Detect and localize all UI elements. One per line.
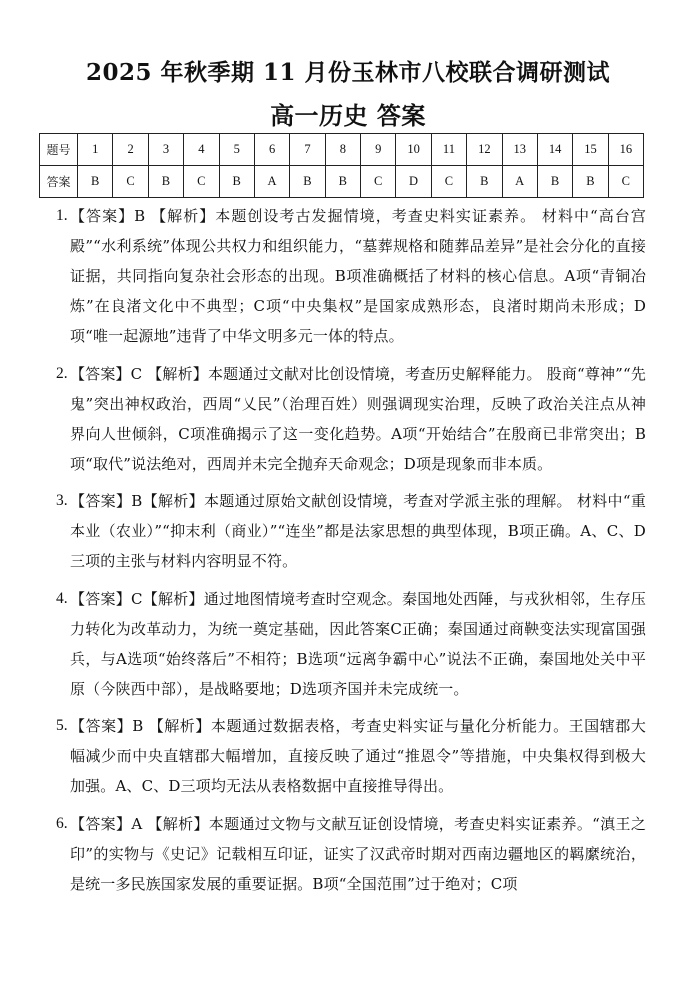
answer-cell: B <box>148 166 183 198</box>
explanation-item-1 <box>56 201 646 351</box>
item-text: 【答案】C【解析】通过地图情境考查时空观念。秦国地处西陲，与戎狄相邻，生存压力转化为改革动力，为统一奠定基础，因此答案C正确；秦国通过商鞅变法实现富国强兵，与A选项“始终落后”不相符；B选项“远离争霸中心”说法不正确，秦国地处关中平原（今陕西中部），是战略要地；D选项齐国并未完成统一。 <box>70 589 646 698</box>
answer-table <box>39 133 644 198</box>
row-label-question-number: 题号 <box>40 134 78 166</box>
item-text: 【答案】B 【解析】本题创设考古发掘情境，考查史料实证素养。 材料中“高台宫殿”“水利系统”体现公共权力和组织能力，“墓葬规格和随葬品差异”是社会分化的直接证据，共同指向复杂社会形态的出现。B项准确概括了材料的核心信息。A项“青铜冶炼”在良渚文化中不典型；C项“中央集权”是国家成熟形态，良渚时期尚未形成；D项“唯一起源地”违背了中华文明多元一体的特点。 <box>70 207 646 345</box>
question-number-cell: 16 <box>608 134 643 166</box>
question-number-cell: 11 <box>431 134 466 166</box>
question-number-row <box>40 134 644 166</box>
answer-cell: D <box>396 166 431 198</box>
question-number-cell: 13 <box>502 134 537 166</box>
question-number-cell: 5 <box>219 134 254 166</box>
item-text: 【答案】C 【解析】本题通过文献对比创设情境，考查历史解释能力。 股商“尊神”“先鬼”突出神权政治，西周“乂民”（治理百姓）则强调现实治理，反映了政治关注点从神界向人世倾斜，C项准确揭示了这一变化趋势。A项“开始结合”在殷商已非常突出；B项“取代”说法绝对，西周并未完全抛弃天命观念；D项是现象而非本质。 <box>70 364 646 473</box>
explanation-item-3 <box>56 486 646 576</box>
answer-cell: C <box>113 166 148 198</box>
question-number-cell: 12 <box>467 134 502 166</box>
explanation-item-4 <box>56 584 646 704</box>
question-number-cell: 15 <box>573 134 608 166</box>
answer-cell: B <box>537 166 572 198</box>
item-number: 5. <box>56 717 68 734</box>
answer-cell: C <box>431 166 466 198</box>
item-number: 6. <box>56 814 68 832</box>
answer-cell: B <box>290 166 325 198</box>
item-number: 3. <box>56 492 68 509</box>
question-number-cell: 8 <box>325 134 360 166</box>
answer-cell: B <box>78 166 113 198</box>
item-text: 【答案】A 【解析】本题通过文物与文献互证创设情境，考查史料实证素养。“滇王之印”的实物与《史记》记载相互印证，证实了汉武帝时期对西南边疆地区的羁縻统治，是统一多民族国家发展的重要证据。B项“全国范围”过于绝对；C项 <box>70 814 646 893</box>
document-title: 2025 年秋季期 11 月份玉林市八校联合调研测试 <box>85 59 611 86</box>
question-number-cell: 1 <box>78 134 113 166</box>
item-text: 【答案】B【解析】本题通过原始文献创设情境，考查对学派主张的理解。 材料中“重本业（农业）”“抑末利（商业）”“连坐”都是法家思想的典型体现，B项正确。A、C、D三项的主张与材料内容明显不符。 <box>70 492 646 570</box>
answer-cell: B <box>573 166 608 198</box>
item-number: 4. <box>56 589 68 607</box>
answer-row <box>40 166 644 198</box>
answer-cell: C <box>608 166 643 198</box>
question-number-cell: 10 <box>396 134 431 166</box>
question-number-cell: 2 <box>113 134 148 166</box>
explanation-item-6 <box>56 809 646 899</box>
answer-cell: B <box>325 166 360 198</box>
row-label-answer: 答案 <box>40 166 78 198</box>
item-number: 1. <box>56 207 68 224</box>
answer-cell: A <box>502 166 537 198</box>
answer-cell: C <box>361 166 396 198</box>
question-number-cell: 4 <box>184 134 219 166</box>
explanation-item-2 <box>56 359 646 479</box>
question-number-cell: 7 <box>290 134 325 166</box>
item-number: 2. <box>56 364 68 382</box>
answer-cell: B <box>467 166 502 198</box>
explanation-item-5 <box>56 711 646 801</box>
answer-cell: A <box>254 166 289 198</box>
answer-cell: B <box>219 166 254 198</box>
explanation-list <box>56 201 646 906</box>
item-text: 【答案】B 【解析】本题通过数据表格，考查史料实证与量化分析能力。王国辖郡大幅减少而中央直辖郡大幅增加，直接反映了通过“推恩令”等措施，中央集权得到极大加强。A、C、D三项均无法从表格数据中直接推导得出。 <box>70 717 646 795</box>
question-number-cell: 6 <box>254 134 289 166</box>
question-number-cell: 3 <box>148 134 183 166</box>
question-number-cell: 14 <box>537 134 572 166</box>
question-number-cell: 9 <box>361 134 396 166</box>
document-subtitle: 高一历史 答案 <box>270 101 426 130</box>
answer-cell: C <box>184 166 219 198</box>
